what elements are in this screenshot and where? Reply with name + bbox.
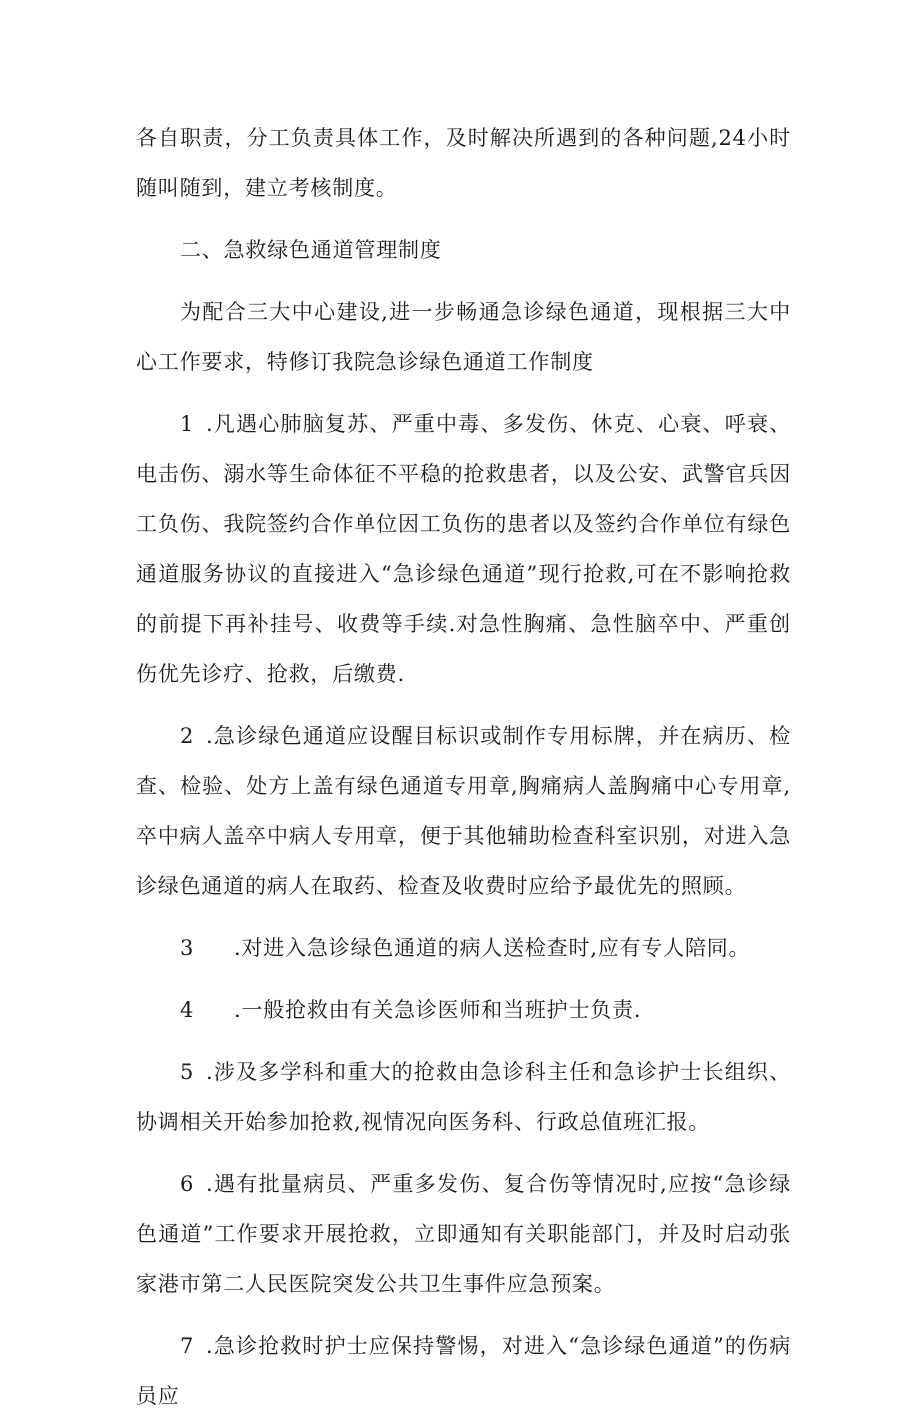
list-item — [136, 1047, 791, 1147]
item-number: 2 — [180, 724, 195, 748]
section-intro: 为配合三大中心建设,进一步畅通急诊绿色通道，现根据三大中心工作要求，特修订我院急诊绿色通道工作制度 — [136, 300, 791, 374]
intro-paragraph: 各自职责，分工负责具体工作，及时解决所遇到的各种问题,24小时随叫随到，建立考核制度。 — [136, 126, 791, 200]
item-text: .涉及多学科和重大的抢救由急诊科主任和急诊护士长组织、协调相关开始参加抢救,视情况向医务科、行政总值班汇报。 — [136, 1060, 791, 1134]
item-text: .一般抢救由有关急诊医师和当班护士负责. — [234, 998, 642, 1022]
list-item — [136, 923, 791, 973]
spacer — [136, 1147, 791, 1159]
spacer — [136, 1035, 791, 1047]
list-item — [136, 399, 791, 699]
item-text: .遇有批量病员、严重多发伤、复合伤等情况时,应按“急诊绿色通道”工作要求开展抢救，立即通知有关职能部门，并及时启动张家港市第二人民医院突发公共卫生事件应急预案。 — [136, 1172, 791, 1296]
spacer — [136, 213, 791, 225]
item-text: .急诊绿色通道应设醒目标识或制作专用标牌，并在病历、检查、检验、处方上盖有绿色通道专用章,胸痛病人盖胸痛中心专用章,卒中病人盖卒中病人专用章，便于其他辅助检查科室识别，对进入急诊绿色通道的病人在取药、检查及收费时应给予最优先的照顾。 — [136, 724, 791, 898]
spacer — [136, 911, 791, 923]
spacer — [136, 699, 791, 711]
spacer — [136, 275, 791, 287]
spacer — [136, 387, 791, 399]
item-number: 7 — [180, 1334, 195, 1358]
section-heading: 二、急救绿色通道管理制度 — [180, 238, 442, 262]
item-number: 5 — [180, 1060, 195, 1084]
item-text: .凡遇心肺脑复苏、严重中毒、多发伤、休克、心衰、呼衰、电击伤、溺水等生命体征不平稳的抢救患者，以及公安、武警官兵因工负伤、我院签约合作单位因工负伤的患者以及签约合作单位有绿色通道服务协议的直接进入“急诊绿色通道”现行抢救,可在不影响抢救的前提下再补挂号、收费等手续.对急性胸痛、急性脑卒中、严重创伤优先诊疗、抢救，后缴费. — [136, 412, 791, 686]
item-number: 1 — [180, 412, 195, 436]
item-text: .急诊抢救时护士应保持警惕，对进入“急诊绿色通道”的伤病员应 — [136, 1334, 791, 1408]
list-item — [136, 711, 791, 911]
document-body — [136, 113, 791, 1421]
item-number: 6 — [180, 1172, 195, 1196]
list-item — [136, 985, 791, 1035]
spacer — [136, 1309, 791, 1321]
list-item — [136, 1321, 791, 1421]
item-number: 4 — [180, 998, 195, 1022]
item-text: .对进入急诊绿色通道的病人送检查时,应有专人陪同。 — [234, 936, 751, 960]
list-item — [136, 1159, 791, 1309]
item-number: 3 — [180, 936, 195, 960]
spacer — [136, 973, 791, 985]
